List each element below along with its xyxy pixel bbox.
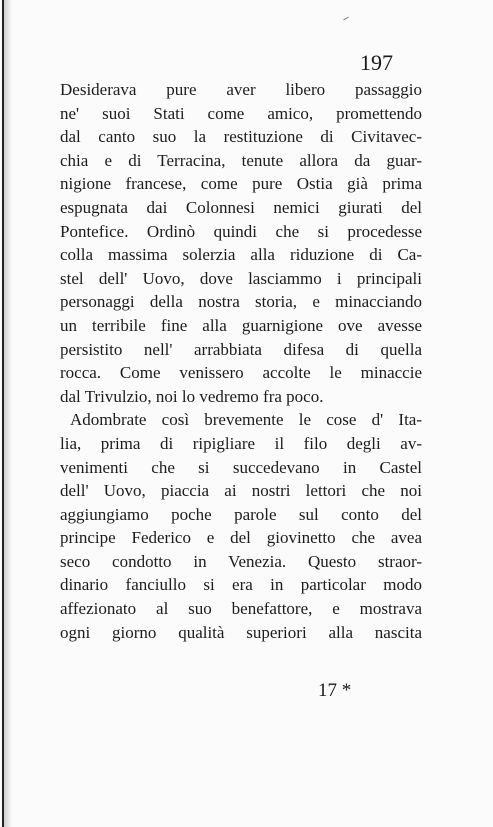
text-line: un terribile fine alla guarnigione ove avesse: [60, 315, 422, 335]
text-line: dell' Uovo, piaccia ai nostri lettori che noi: [60, 481, 422, 501]
text-line: ne' suoi Stati come amico, promettendo: [60, 103, 422, 123]
text-line: Pontefice. Ordinò quindi che si procedesse: [60, 221, 422, 241]
text-line: personaggi della nostra storia, e minacciando: [60, 292, 422, 312]
text-line: aggiungiamo poche parole sul conto del: [60, 504, 422, 524]
text-line: nigione francese, come pure Ostia già prima: [60, 174, 422, 194]
text-line: seco condotto in Venezia. Questo straor-: [60, 551, 422, 571]
text-line: dinario fanciullo si era in particolar modo: [60, 575, 422, 595]
page-gutter-shadow: [4, 0, 12, 827]
text-line: espugnata dai Colonnesi nemici giurati del: [60, 197, 422, 217]
text-line: Adombrate così brevemente le cose d' Ita-: [70, 410, 422, 430]
text-line: dal canto suo la restituzione di Civitavec-: [60, 127, 422, 147]
body-text: [60, 78, 422, 644]
text-line: stel dell' Uovo, dove lasciammo i principali: [60, 268, 422, 288]
text-line: dal Trivulzio, noi lo vedremo fra poco.: [60, 386, 324, 406]
page-number: 197: [360, 50, 393, 75]
text-line: rocca. Come venissero accolte le minaccie: [60, 363, 422, 383]
ink-speck: [343, 17, 349, 21]
text-line: colla massima solerzia alla riduzione di Ca-: [60, 245, 422, 265]
signature-mark: 17 *: [318, 680, 352, 701]
text-line: ogni giorno qualità superiori alla nascita: [60, 622, 422, 642]
text-line: principe Federico e del giovinetto che avea: [60, 528, 422, 548]
text-line: chia e di Terracina, tenute allora da guar-: [60, 150, 422, 170]
text-line: venimenti che si succedevano in Castel: [60, 457, 422, 477]
text-line: persistito nell' arrabbiata difesa di quella: [60, 339, 422, 359]
text-line: Desiderava pure aver libero passaggio: [60, 80, 422, 99]
text-line: lia, prima di ripigliare il filo degli av-: [60, 433, 422, 453]
text-line: affezionato al suo benefattore, e mostrava: [60, 599, 422, 619]
